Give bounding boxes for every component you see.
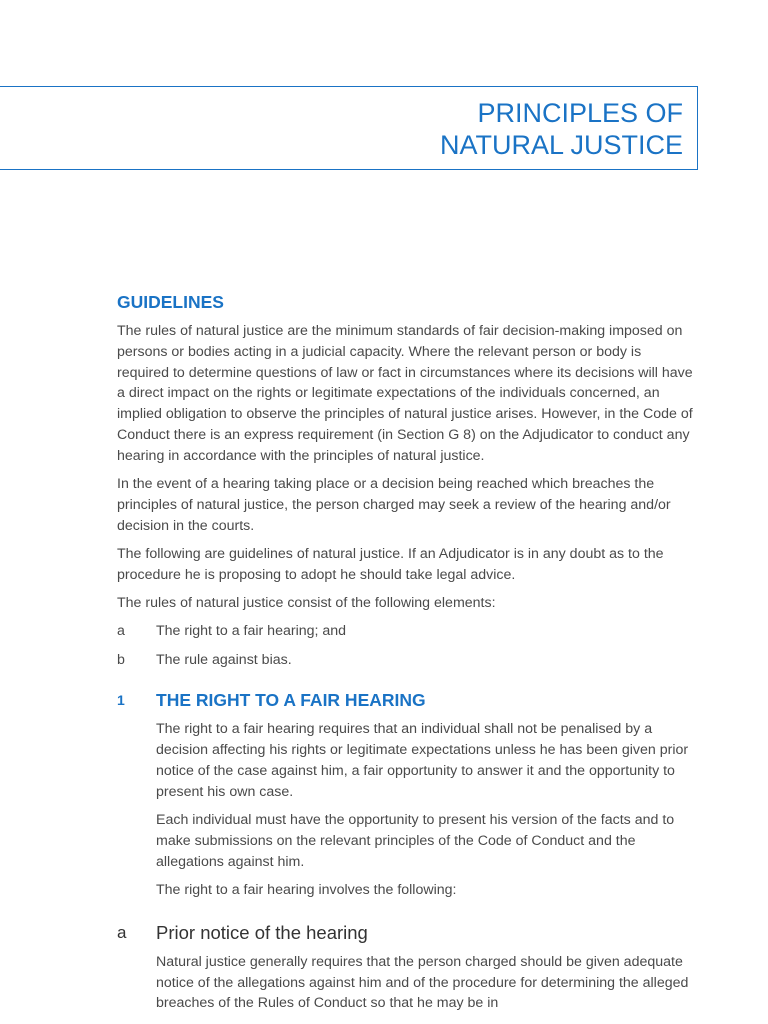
page-title xyxy=(440,97,683,161)
page-title-line-1: PRINCIPLES OF xyxy=(477,98,683,128)
guidelines-paragraph: The rules of natural justice are the minimum standards of fair decision-making imposed on persons or bodies acting in a judicial capacity. Where the relevant person or body is required to determine questions of law or fact in circumstances where its decisions will have a direct impact on the rights or legitimate expectations of the individuals concerned, an implied obligation to observe the principles of natural justice arises. However, in the Code of Conduct there is an express requirement (in Section G 8) on the Adjudicator to conduct any hearing in accordance with the principles of natural justice. xyxy=(117,323,693,464)
list-item-text: The right to a fair hearing; and xyxy=(156,623,347,640)
subsection-title: Prior notice of the hearing xyxy=(156,921,368,943)
subsection-marker: a xyxy=(117,922,127,942)
list-marker: b xyxy=(117,651,125,668)
page-title-line-2: NATURAL JUSTICE xyxy=(439,130,683,160)
section-title: THE RIGHT TO A FAIR HEARING xyxy=(156,690,426,711)
subsection-a-heading xyxy=(117,920,697,946)
section-paragraph: The right to a fair hearing involves the following: xyxy=(156,882,457,899)
guidelines-paragraph: The following are guidelines of natural justice. If an Adjudicator is in any doubt as to the procedure he is proposing to adopt he should take legal advice. xyxy=(117,545,664,583)
document-body xyxy=(117,290,697,1022)
section-number: 1 xyxy=(117,692,125,709)
section-1-body xyxy=(117,719,697,900)
section-paragraph: The right to a fair hearing requires that an individual shall not be penalised by a decision affecting his rights or legitimate expectations unless he has been given prior notice of the case against him, a fair opportunity to answer it and the opportunity to present his own case. xyxy=(156,721,689,800)
subsection-paragraph: Natural justice generally requires that the person charged should be given adequate notice of the allegations against him and of the procedure for determining the alleged breaches of the Rules of Conduct so that he may be in xyxy=(156,953,689,1012)
guidelines-paragraph: The rules of natural justice consist of the following elements: xyxy=(117,595,496,612)
title-box xyxy=(0,86,698,170)
list-item xyxy=(117,621,697,642)
list-item xyxy=(117,650,697,671)
guidelines-paragraph: In the event of a hearing taking place or a decision being reached which breaches the principles of natural justice, the person charged may seek a review of the hearing and/or decision in the courts. xyxy=(117,476,671,534)
guidelines-heading: GUIDELINES xyxy=(117,292,224,312)
list-item-text: The rule against bias. xyxy=(156,651,292,668)
section-1-heading xyxy=(117,688,697,712)
subsection-a-body xyxy=(117,952,697,1014)
list-marker: a xyxy=(117,623,125,640)
section-paragraph: Each individual must have the opportunity to present his version of the facts and to make submissions on the relevant principles of the Code of Conduct and the allegations against him. xyxy=(156,812,675,870)
